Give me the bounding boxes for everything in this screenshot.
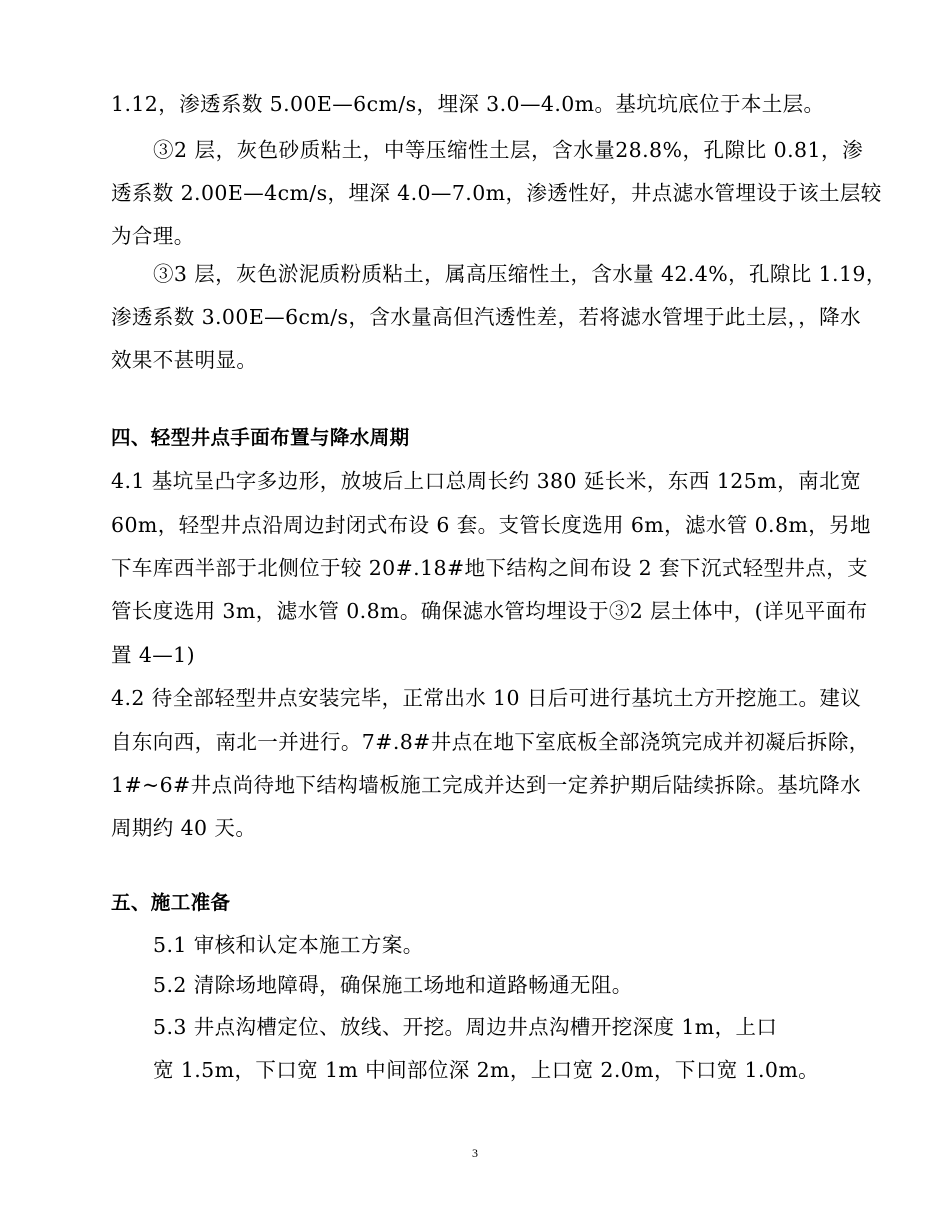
page-number: 3 (472, 1146, 478, 1160)
body-line: 置 4—1) (111, 643, 195, 667)
body-line: 下车库西半部于北侧位于较 20#.18#地下结构之间布设 2 套下沉式轻型井点，支 (111, 556, 869, 580)
body-line: 效果不甚明显。 (111, 348, 258, 372)
body-line: ③3 层，灰色淤泥质粉质粘土，属高压缩性土，含水量 42.4%，孔隙比 1.19， (153, 262, 887, 286)
body-line: 1.12，渗透系数 5.00E—6cm/s，埋深 3.0—4.0m。基坑坑底位于本土层。 (111, 92, 825, 116)
body-line: 为合理。 (111, 224, 195, 248)
body-line: 透系数 2.00E—4cm/s，埋深 4.0—7.0m，渗透性好，井点滤水管埋设于该土层较 (111, 181, 882, 205)
body-line: ③2 层，灰色砂质粘土，中等压缩性土层，含水量28.8%，孔隙比 0.81，渗 (153, 138, 863, 162)
section-heading: 五、施工准备 (111, 891, 231, 914)
body-line: 5.3 井点沟槽定位、放线、开挖。周边井点沟槽开挖深度 1m，上口 (153, 1015, 778, 1039)
section-heading: 四、轻型井点手面布置与降水周期 (111, 426, 410, 449)
body-line: 渗透系数 3.00E—6cm/s，含水量高但汽透性差，若将滤水管埋于此土层，，降水 (111, 305, 861, 329)
body-line: 5.2 清除场地障碍，确保施工场地和道路畅通无阻。 (153, 973, 633, 997)
body-line: 管长度选用 3m，滤水管 0.8m。确保滤水管均埋设于③2 层土体中，(详见平面布 (111, 599, 868, 623)
body-line: 宽 1.5m，下口宽 1m 中间部位深 2m，上口宽 2.0m，下口宽 1.0m。 (153, 1058, 820, 1082)
body-line: 4.2 待全部轻型井点安装完毕，正常出水 10 日后可进行基坑土方开挖施工。建议 (111, 686, 862, 710)
body-line: 5.1 审核和认定本施工方案。 (153, 933, 424, 957)
body-line: 自东向西，南北一并进行。7#.8#井点在地下室底板全部浇筑完成并初凝后拆除， (111, 730, 870, 754)
body-line: 周期约 40 天。 (111, 816, 257, 840)
body-line: 1#~6#井点尚待地下结构墙板施工完成并达到一定养护期后陆续拆除。基坑降水 (111, 773, 861, 797)
body-line: 4.1 基坑呈凸字多边形，放坡后上口总周长约 380 延长米，东西 125m，南北宽 (111, 469, 861, 493)
body-line: 60m，轻型井点沿周边封闭式布设 6 套。支管长度选用 6m，滤水管 0.8m，另地 (111, 513, 871, 537)
